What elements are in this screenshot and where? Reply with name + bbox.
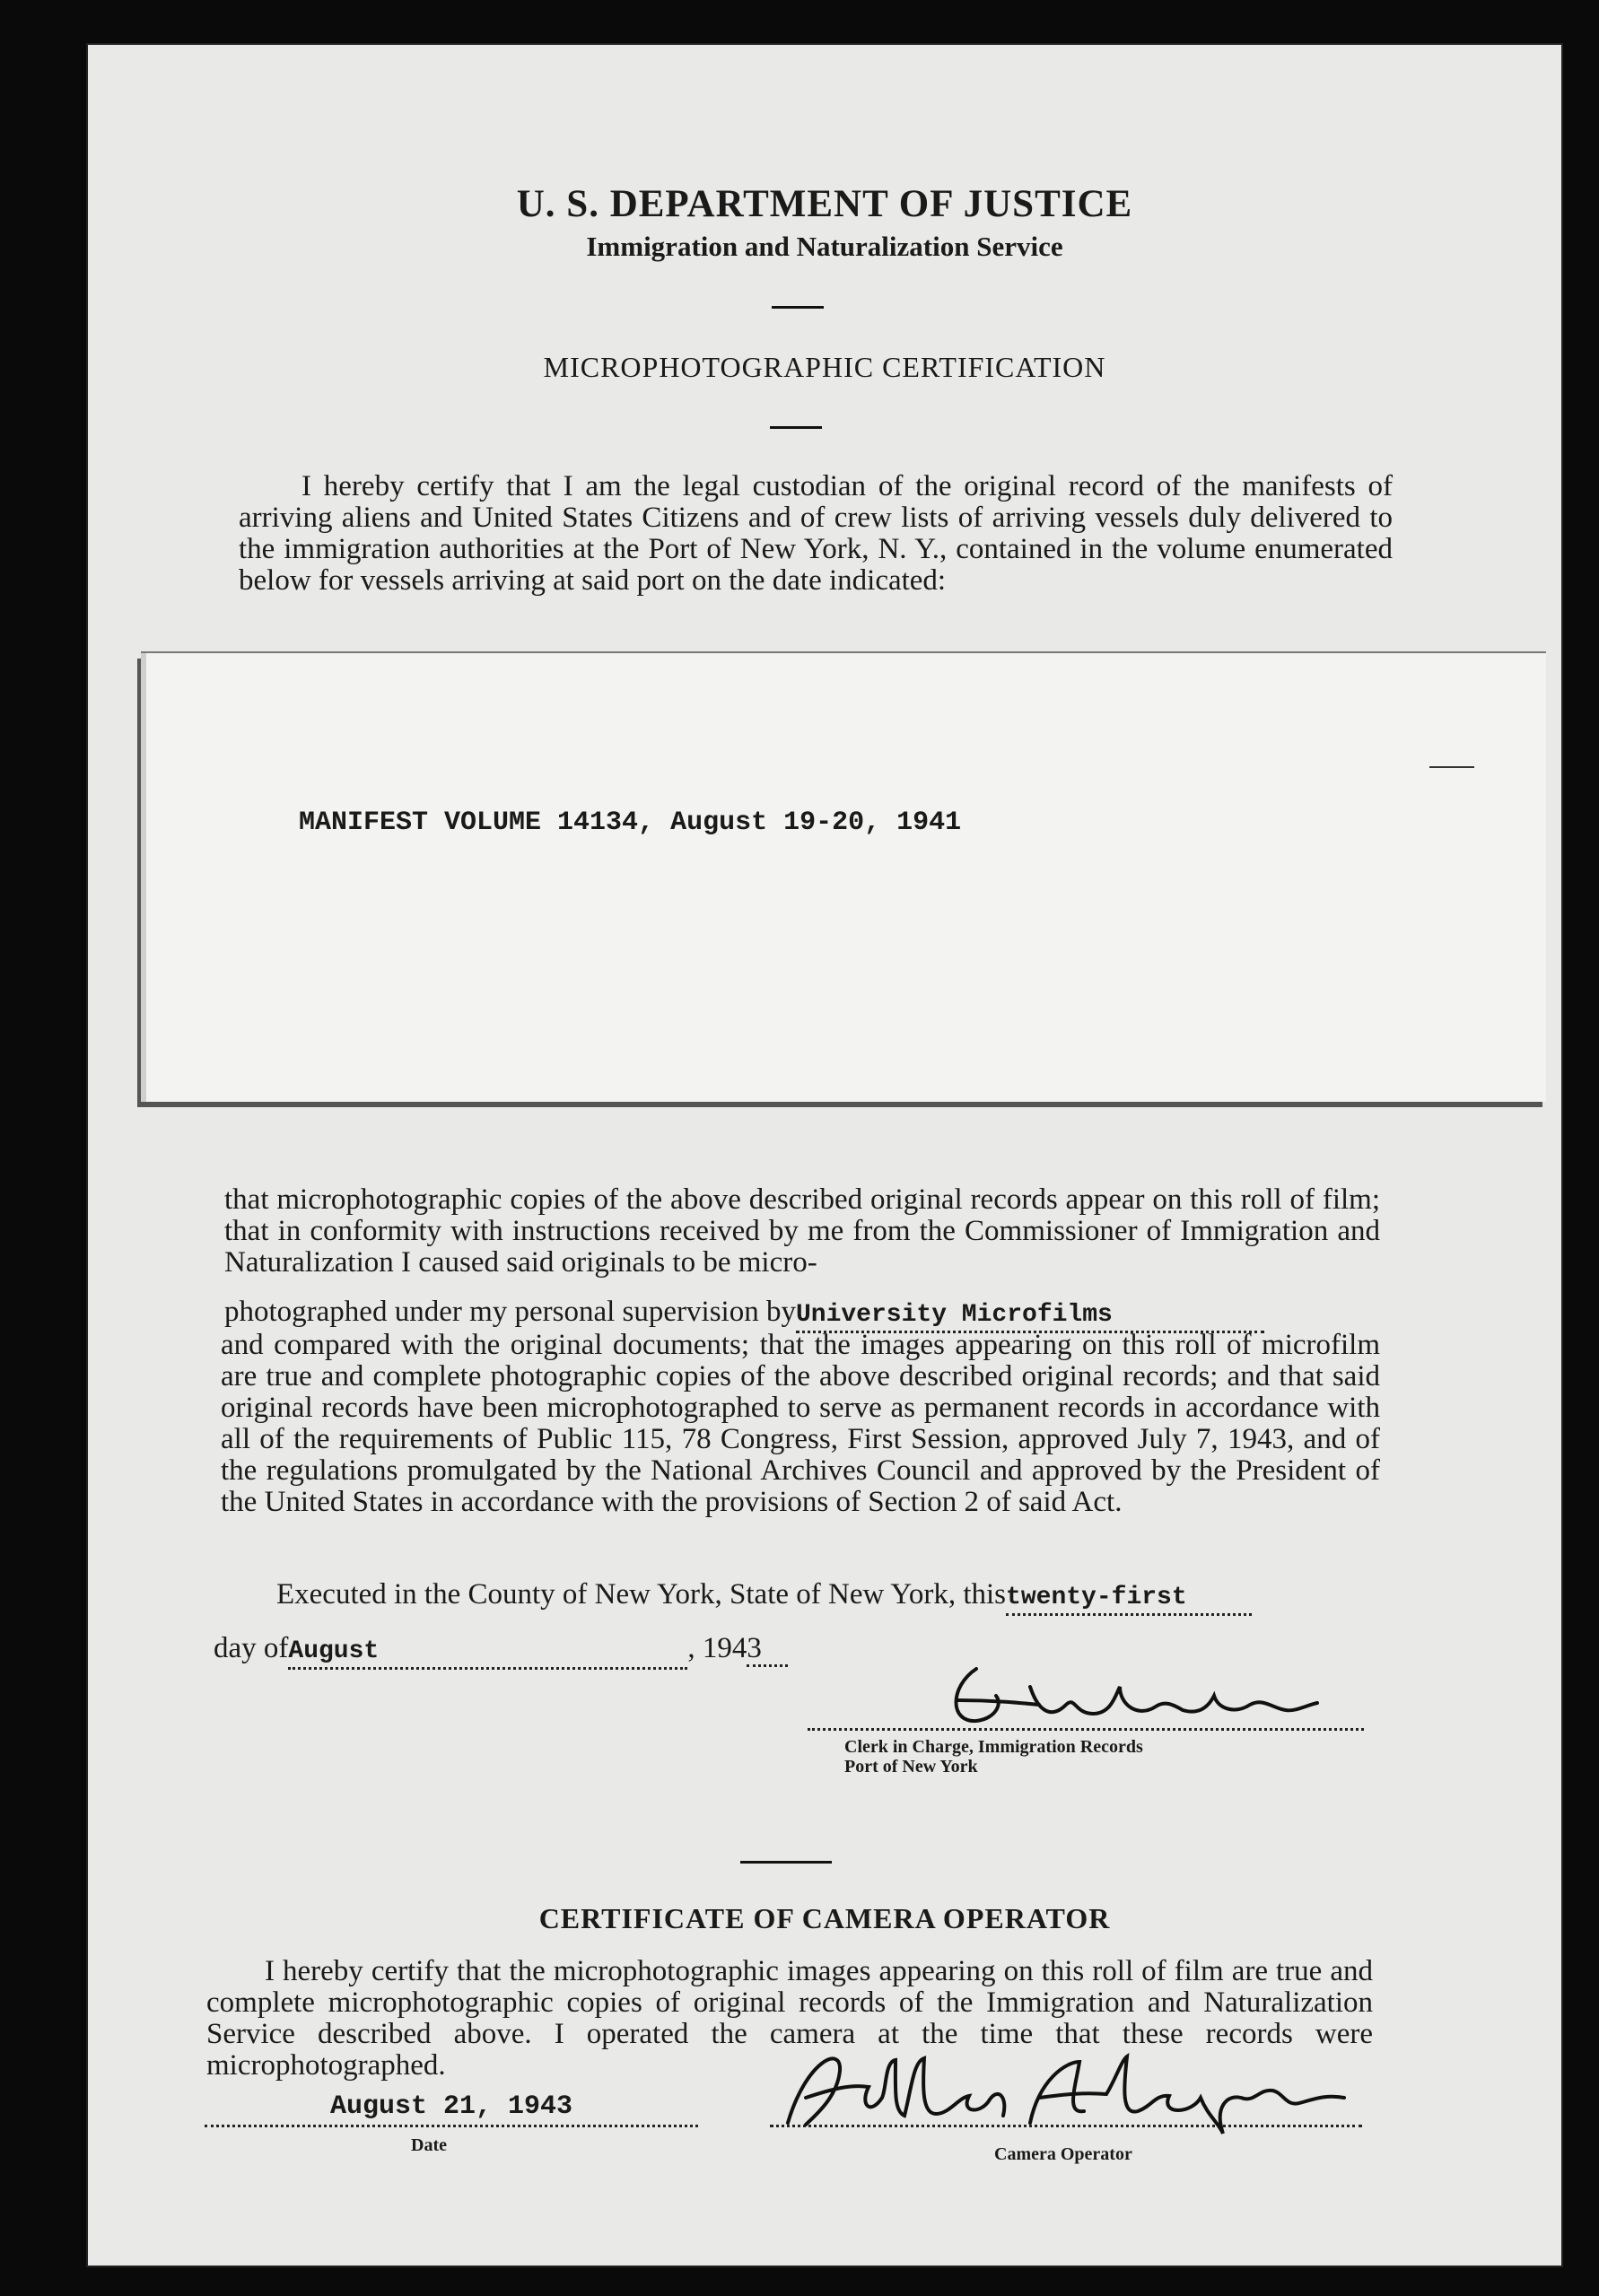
day-field	[1006, 1579, 1252, 1616]
clerk-signature	[940, 1651, 1389, 1741]
camera-date-field	[205, 2091, 698, 2127]
intro-paragraph: I hereby certify that I am the legal custodian of the original record of the manifests of arriving aliens and United States Citizens and of crew lists of arriving vessels duly delivered to the immigration authorities at the Port of New York, N. Y., contained in the volume enumerated below for vessels arriving at said port on the date indicated:	[239, 470, 1393, 597]
month-value: August	[288, 1637, 380, 1665]
photographed-by-label: photographed under my personal supervision by	[224, 1296, 796, 1328]
certification-title: MICROPHOTOGRAPHIC CERTIFICATION	[543, 351, 1106, 383]
clerk-title-line1: Clerk in Charge, Immigration Records	[844, 1737, 1143, 1757]
photographed-by-line	[224, 1296, 1380, 1333]
divider	[770, 426, 822, 429]
executed-label: Executed in the County of New York, State of New York, this	[276, 1578, 1007, 1611]
divider	[772, 306, 824, 309]
manifest-volume-text: MANIFEST VOLUME 14134, August 19-20, 1941	[299, 808, 962, 838]
body-paragraph-2: and compared with the original documents; that the images appearing on this roll of microfilm are true and complete photographic copies of the above described original records; and that said original records have been microphotographed to serve as permanent records in accordance with all of the requirements of Public 115, 78 Congress, First Session, approved July 7, 1943, and of the regulations promulgated by the National Archives Council and approved by the President of the United States in accordance with the provisions of Section 2 of said Act.	[221, 1329, 1380, 1518]
camera-certificate-title: CERTIFICATE OF CAMERA OPERATOR	[538, 1902, 1111, 1934]
slip-dash	[1429, 766, 1474, 768]
year-digit: 3	[747, 1632, 762, 1664]
photographed-by-field	[796, 1296, 1264, 1333]
executed-line	[276, 1579, 1380, 1616]
manifest-slip	[141, 653, 1546, 1102]
clerk-title-line2: Port of New York	[844, 1757, 978, 1777]
photographed-by-value: University Microfilms	[795, 1301, 1113, 1329]
day-value: twenty-first	[1006, 1584, 1187, 1611]
camera-certificate-text: I hereby certify that the microphotographic images appearing on this roll of film are true and complete microphotographic copies of original records of the Immigration and Naturalization Service described above. I operated the camera at the time that these records were microphotographed.	[206, 1955, 1373, 2082]
day-of-label: day of	[214, 1632, 289, 1664]
operator-signature	[770, 2035, 1362, 2138]
camera-date-label: Date	[411, 2135, 447, 2155]
camera-date-value: August 21, 1943	[329, 2091, 573, 2122]
year-prefix: , 194	[687, 1632, 747, 1664]
month-field	[288, 1633, 687, 1670]
body-paragraph-1: that microphotographic copies of the above described original records appear on this roll of film; that in conformity with instructions received by me from the Commissioner of Immigration and Naturalization I caused said originals to be micro-	[224, 1183, 1380, 1279]
day-of-line	[214, 1633, 931, 1670]
camera-operator-label: Camera Operator	[994, 2144, 1132, 2164]
certificate-page	[88, 45, 1561, 2265]
service-subheading: Immigration and Naturalization Service	[586, 231, 1063, 262]
year-field	[747, 1633, 788, 1667]
department-heading: U. S. DEPARTMENT OF JUSTICE	[516, 183, 1133, 225]
divider	[740, 1861, 832, 1864]
